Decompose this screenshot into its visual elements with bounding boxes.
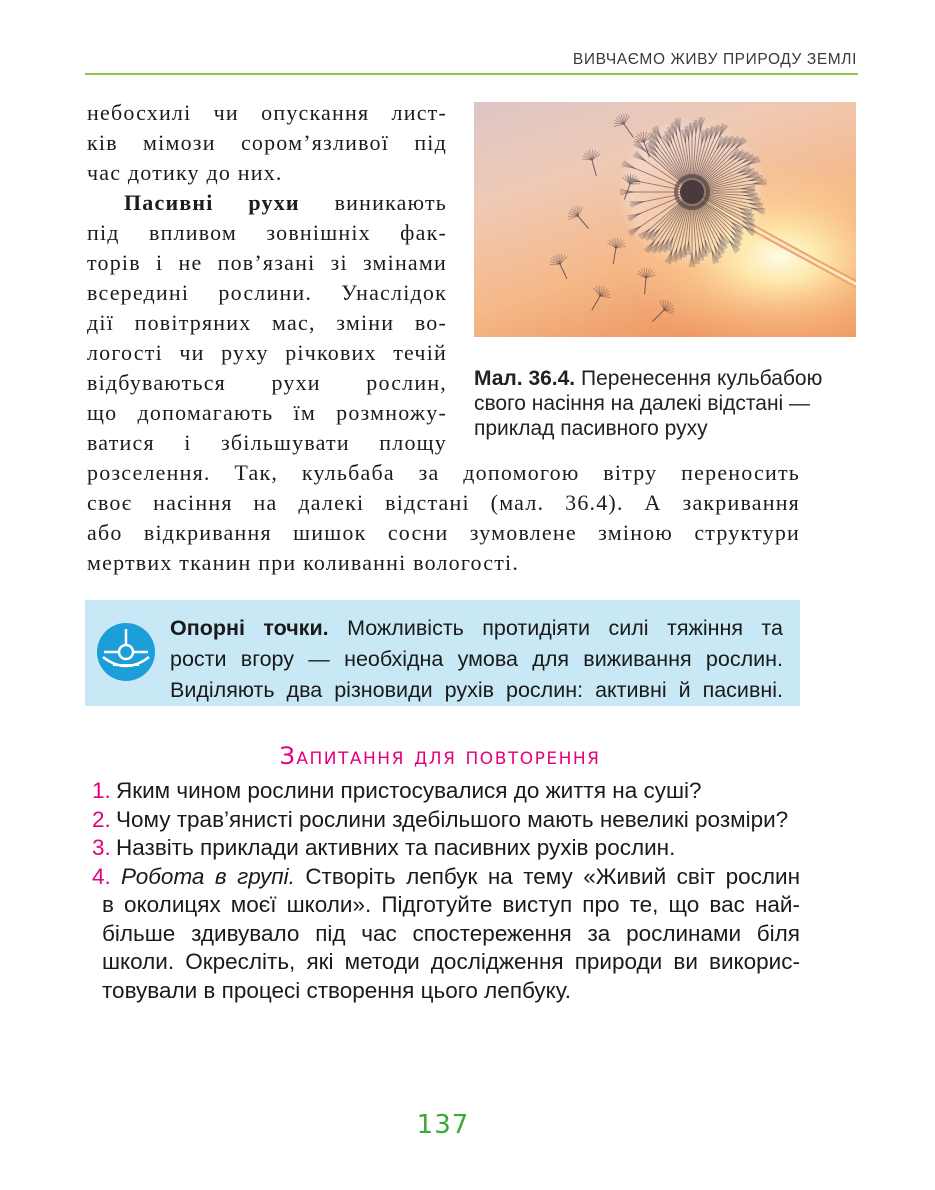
item-text: Назвіть приклади активних та пасивних рухів рослин. xyxy=(116,835,676,860)
target-icon xyxy=(97,623,155,681)
item-text-line xyxy=(121,863,800,892)
text-line: мертвих тканин при коливанні вологості. xyxy=(87,550,520,575)
list-item-continuation xyxy=(0,948,935,977)
caption-line: свого насіння на далекі відстані — xyxy=(474,392,811,415)
running-title: ВИВЧАЄМО ЖИВУ ПРИРОДУ ЗЕМЛІ xyxy=(572,51,857,68)
text-line: дії повітряних мас, зміни во- xyxy=(87,310,447,335)
text-line: або відкривання шишок сосни зумовлене зміною структури xyxy=(87,520,800,545)
item-number: 4. xyxy=(92,863,111,889)
page-number: 137 xyxy=(416,1110,470,1140)
text-line: рости вгору — необхідна умова для виживання рослин. xyxy=(170,647,783,671)
text-line: своє насіння на далекі відстані (мал. 36.4). А закривання xyxy=(87,490,800,515)
text-line: що допомагають їм розмножу- xyxy=(87,400,447,425)
caption-line xyxy=(474,366,856,391)
text-line: ків мімози сором’язливої під xyxy=(87,130,447,155)
text-line: торів і не пов’язані зі змінами xyxy=(87,250,447,275)
body-text-narrow xyxy=(87,98,447,458)
group-work-label: Робота в групі. xyxy=(121,863,295,889)
questions-heading: Запитання для повторення xyxy=(279,742,601,770)
text-line xyxy=(87,188,447,218)
key-points-text xyxy=(170,613,783,706)
body-text-wide xyxy=(87,458,800,578)
text-line: час дотику до них. xyxy=(87,160,283,185)
text-line: розселення. Так, кульбаба за допомогою вітру переносить xyxy=(87,460,800,485)
text-fragment: Створіть лепбук на тему «Живий світ рослин xyxy=(305,863,800,889)
questions-list xyxy=(0,777,935,1005)
list-item xyxy=(0,806,935,835)
text-line: Виділяють два різновиди рухів рослин: активні й пасивні. xyxy=(170,678,783,702)
text-fragment: виникають xyxy=(334,190,447,215)
list-item-continuation xyxy=(0,977,935,1006)
dandelion-photo xyxy=(474,102,856,337)
text-line: логості чи руху річкових течій xyxy=(87,340,447,365)
text-line: ватися і збільшувати площу xyxy=(87,430,447,455)
item-number: 1. xyxy=(92,778,111,803)
list-item-continuation xyxy=(0,920,935,949)
term-passive-movements: Пасивні рухи xyxy=(124,190,300,215)
figure-label: Мал. 36.4. xyxy=(474,367,576,390)
text-line: небосхилі чи опускання лист- xyxy=(87,100,447,125)
caption-line: приклад пасивного руху xyxy=(474,417,708,440)
text-fragment: Можливість протидіяти силі тяжіння та xyxy=(347,616,783,640)
text-line xyxy=(170,613,783,644)
item-text-line: більше здивувало під час спостереження за рослинами біля xyxy=(102,920,800,946)
item-text: Яким чином рослини пристосувалися до життя на суші? xyxy=(116,778,702,803)
item-number: 3. xyxy=(92,835,111,860)
item-number: 2. xyxy=(92,806,111,832)
list-item xyxy=(0,777,935,806)
item-text-line: в околицях моєї школи». Підготуйте виступ про те, що вас най- xyxy=(102,892,800,917)
text-line: під впливом зовнішніх фак- xyxy=(87,220,447,245)
figure-caption xyxy=(474,366,856,441)
list-item xyxy=(0,834,935,863)
list-item xyxy=(0,863,935,892)
item-text-line: школи. Окресліть, які методи дослідження природи ви викорис- xyxy=(102,949,800,974)
item-text-line: товували в процесі створення цього лепбуку. xyxy=(102,977,571,1003)
text-line: відбуваються рухи рослин, xyxy=(87,370,447,395)
item-text: Чому трав’янисті рослини здебільшого мають невеликі розміри? xyxy=(116,806,789,832)
caption-text: Перенесення кульбабою xyxy=(581,367,823,390)
list-item-continuation xyxy=(0,891,935,920)
key-points-box xyxy=(85,600,800,706)
key-points-title: Опорні точки. xyxy=(170,616,329,640)
header-rule xyxy=(85,73,858,75)
text-line: всередині рослини. Унаслідок xyxy=(87,280,447,305)
